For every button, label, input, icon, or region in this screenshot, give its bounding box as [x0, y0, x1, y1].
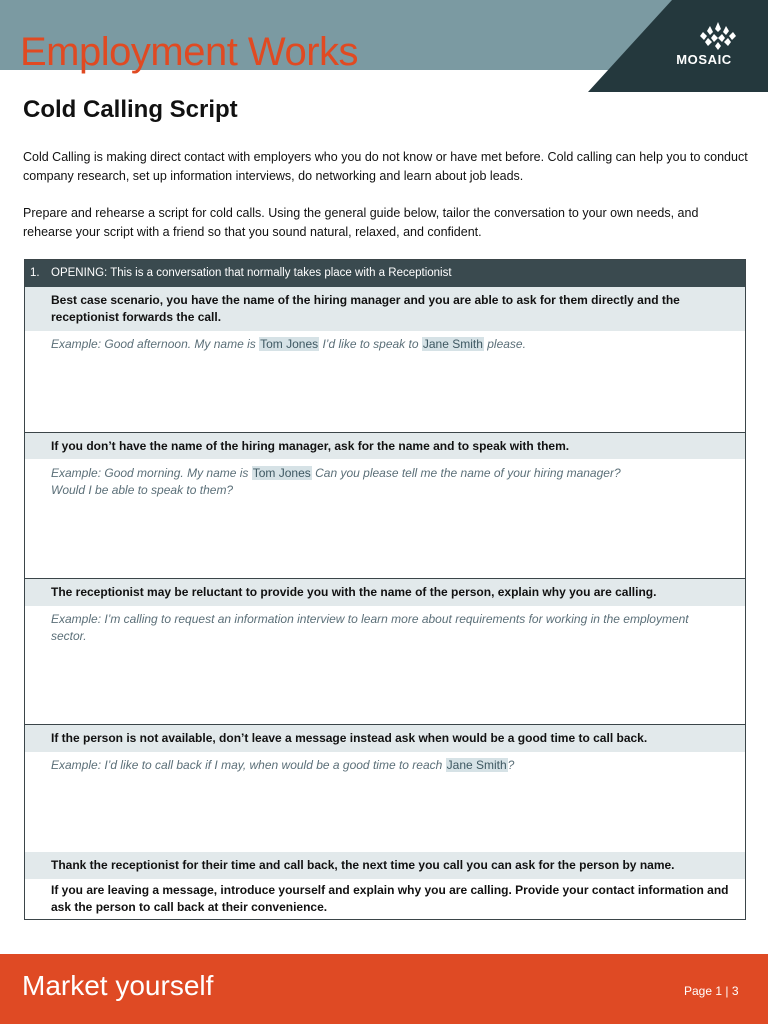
script-table — [24, 259, 746, 920]
section-1-example: Example: Good afternoon. My name is Tom Jones I’d like to speak to Jane Smith please. — [51, 337, 526, 351]
logo-text: MOSAIC — [676, 52, 732, 67]
table-header-number: 1. — [30, 267, 40, 279]
section-3-example: Example: I’m calling to request an information interview to learn more about requirements for working in the employment sector. — [51, 612, 689, 643]
intro-paragraph-1: Cold Calling is making direct contact with employers who you do not know or have met before. Cold calling can help you to conduct company research, set up information interviews, do networking and learn about job leads. — [23, 150, 748, 183]
section-5-note: If you are leaving a message, introduce yourself and explain why you are calling. Provide your contact information and ask the person to call back at their convenience. — [51, 883, 729, 914]
mosaic-leaf-icon — [694, 20, 742, 54]
section-5-instruction: Thank the receptionist for their time and call back, the next time you call you can ask for the person by name. — [25, 852, 745, 879]
name-highlight: Tom Jones — [252, 466, 311, 480]
section-1-instruction: Best case scenario, you have the name of the hiring manager and you are able to ask for them directly and the receptionist forwards the call. — [25, 287, 745, 331]
table-header-text: OPENING: This is a conversation that normally takes place with a Receptionist — [51, 267, 452, 279]
section-3-instruction: The receptionist may be reluctant to provide you with the name of the person, explain why you are calling. — [25, 579, 745, 606]
brand-title: Employment Works — [20, 30, 359, 74]
name-highlight: Jane Smith — [422, 337, 483, 351]
table-header — [25, 260, 745, 287]
name-highlight: Jane Smith — [446, 758, 507, 772]
page-number: Page 1 | 3 — [684, 984, 739, 998]
intro-paragraph-2: Prepare and rehearse a script for cold calls. Using the general guide below, tailor the conversation to your own needs, and rehearse your script with a friend so that you sound natural, relaxed, and confident. — [23, 206, 699, 239]
section-4-instruction: If the person is not available, don’t leave a message instead ask when would be a good time to call back. — [25, 725, 745, 752]
footer-tagline: Market yourself — [22, 970, 214, 1001]
name-highlight: Tom Jones — [260, 337, 319, 351]
section-2-instruction: If you don’t have the name of the hiring manager, ask for the name and to speak with them. — [25, 433, 745, 459]
section-4-example: Example: I’d like to call back if I may, when would be a good time to reach Jane Smith? — [51, 758, 515, 772]
page-title: Cold Calling Script — [23, 96, 238, 123]
section-2-example: Example: Good morning. My name is Tom Jones Can you please tell me the name of your hiring manager? Would I be able to speak to them? — [51, 466, 621, 497]
